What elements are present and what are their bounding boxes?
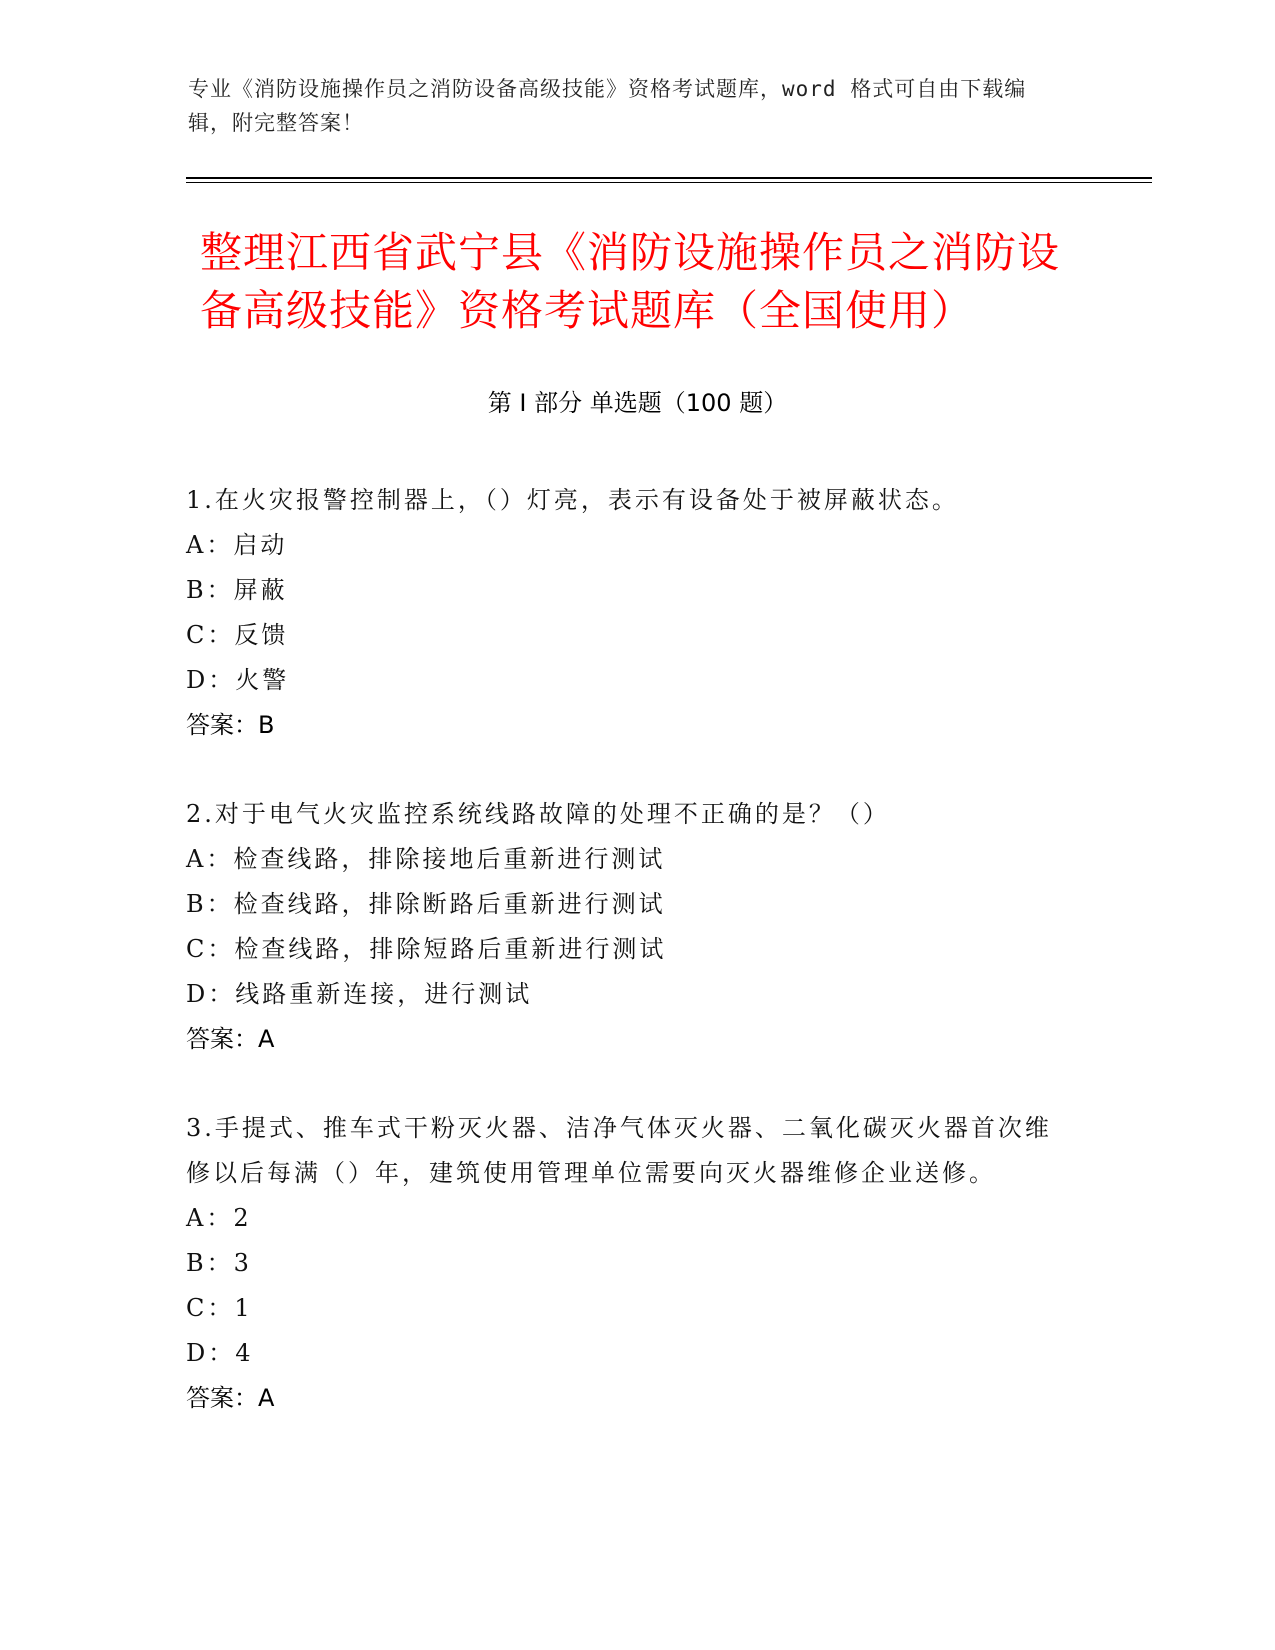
option-a: A：检查线路，排除接地后重新进行测试 xyxy=(186,845,666,873)
header-note: 专业《消防设施操作员之消防设备高级技能》资格考试题库，word 格式可自由下载编辑，附完整答案！ xyxy=(188,77,1027,135)
section-heading: 第 I 部分 单选题（100 题） xyxy=(487,389,788,417)
answer: 答案：B xyxy=(186,711,275,739)
option-b: B：屏蔽 xyxy=(186,576,288,604)
option-b: B：3 xyxy=(186,1249,252,1277)
question-stem: 1.在火灾报警控制器上，（）灯亮，表示有设备处于被屏蔽状态。 xyxy=(186,486,959,514)
header-divider-thin xyxy=(186,182,1152,183)
option-a: A：2 xyxy=(186,1204,252,1232)
question-2 xyxy=(186,792,1066,1062)
question-3 xyxy=(186,1106,1066,1421)
question-1 xyxy=(186,478,1066,748)
document-title: 整理江西省武宁县《消防设施操作员之消防设备高级技能》资格考试题库（全国使用） xyxy=(200,228,1061,335)
option-b: B：检查线路，排除断路后重新进行测试 xyxy=(186,890,666,918)
option-a: A：启动 xyxy=(186,531,288,559)
question-list xyxy=(186,478,1066,1465)
header-divider-thick xyxy=(186,177,1152,179)
answer: 答案：A xyxy=(186,1384,275,1412)
question-stem: 2.对于电气火灾监控系统线路故障的处理不正确的是？（） xyxy=(186,800,890,828)
option-d: D：火警 xyxy=(186,666,290,694)
answer: 答案：A xyxy=(186,1025,275,1053)
option-d: D：线路重新连接，进行测试 xyxy=(186,980,533,1008)
question-stem: 3.手提式、推车式干粉灭火器、洁净气体灭火器、二氧化碳灭火器首次维修以后每满（）年，建筑使用管理单位需要向灭火器维修企业送修。 xyxy=(186,1114,1052,1187)
option-c: C：1 xyxy=(186,1294,253,1322)
option-c: C：检查线路，排除短路后重新进行测试 xyxy=(186,935,667,963)
option-c: C：反馈 xyxy=(186,621,289,649)
option-d: D：4 xyxy=(186,1339,254,1367)
